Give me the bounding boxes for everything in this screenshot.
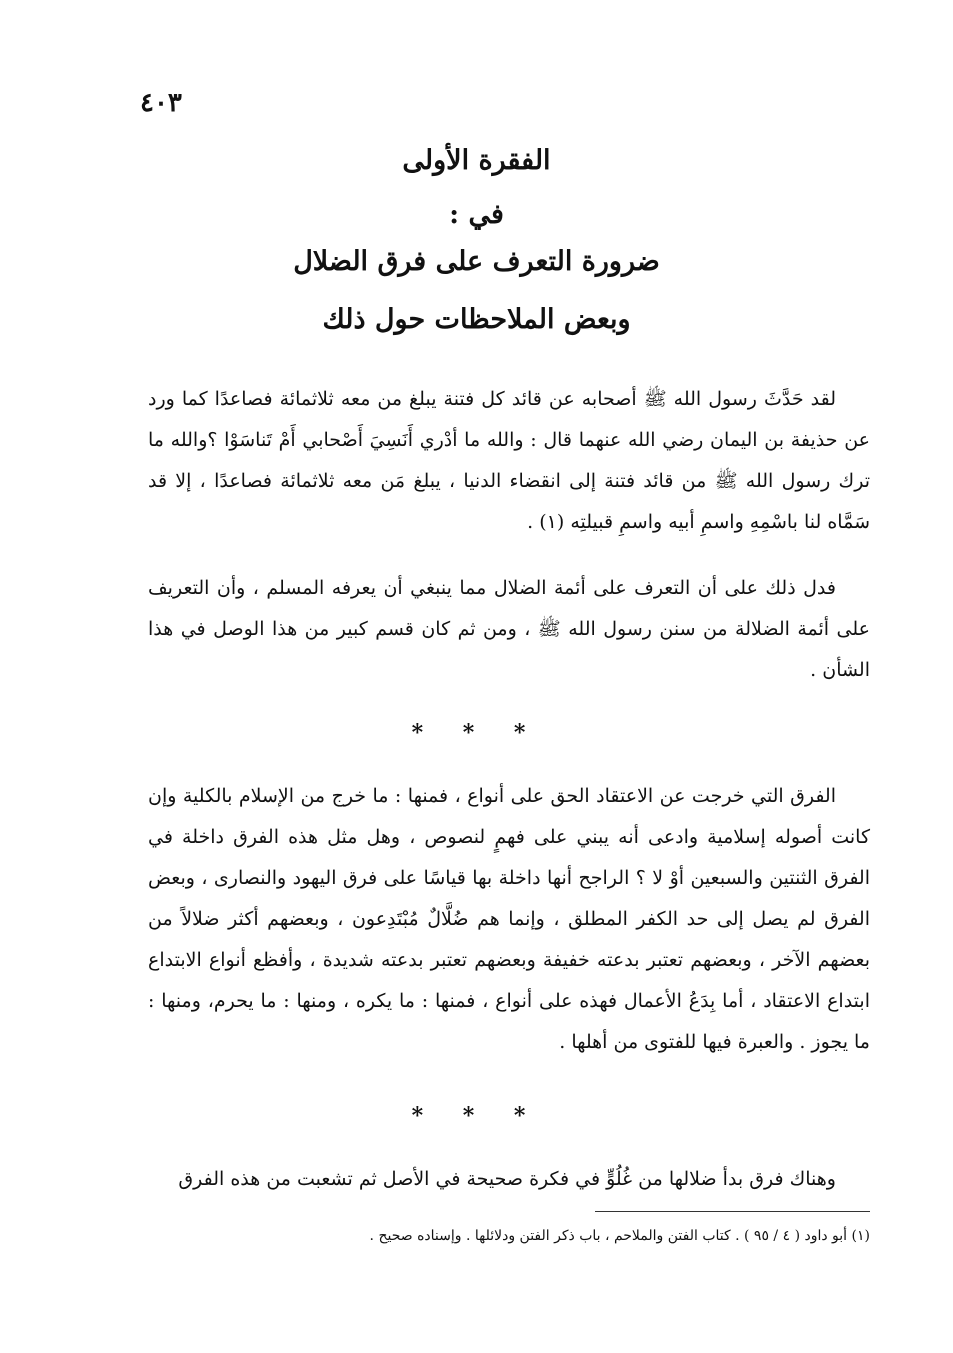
star-separator-2: * * * [411,1103,542,1129]
paragraph-3: الفرق التي خرجت عن الاعتقاد الحق على أنواع ، فمنها : ما خرج من الإسلام بالكلية وإن كانت أصوله إسلامية وادعى أنه يبني على فهمٍ لنصوص ، وهل مثل هذه الفرق داخلة في الفرق الثنتين والسبعين أوْ لا ؟ الراجح أنها داخلة بها قياسًا على فرق اليهود والنصارى ، وبعض الفرق لم يصل إلى حد الكفر المطلق ، وإنما هم ضُلَّالٌ مُبْتَدِعون ، وبعضهم أكثر ضلالاً من بعضهم الآخر ، وبعضهم تعتبر بدعته خفيفة وبعضهم تعتبر بدعته شديدة ، وأفظع أنواع الابتداع ابتداع الاعتقاد ، أما بِدَعُ الأعمال فهذه على أنواع ، فمنها : ما يكره ، ومنها : ما يحرم، ومنها : ما يجوز . والعبرة فيها للفتوى من أهلها . [148,785,870,1053]
chapter-heading [170,145,783,337]
paragraph-2: فدل ذلك على أن التعرف على أئمة الضلال مما ينبغي أن يعرفه المسلم ، وأن التعريف على أئمة الضلالة من سنن رسول الله ﷺ ، ومن ثم كان قسم كبير من هذا الوصل في هذا الشأن . [148,577,870,681]
footnote: (١) أبو داود ( ٤ / ٩٥ ) . كتاب الفتن والملاحم ، باب ذكر الفتن ودلائلها . وإسناده صحيح . [369,1228,870,1244]
paragraph-4: وهناك فرق بدأ ضلالها من غُلُوٍّ في فكرة صحيحة في الأصل ثم تشعبت من هذه الفرق [178,1168,836,1190]
heading-line-1: الفقرة الأولى [402,145,551,176]
page-number: ٤٠٣ [140,88,182,118]
heading-line-3: ضرورة التعرف على فرق الضلال [293,245,660,277]
star-separator-1: * * * [411,720,542,746]
heading-line-4: وبعض الملاحظات حول ذلك [322,304,631,336]
heading-line-2: في : [449,199,504,231]
footnote-divider [595,1211,870,1212]
paragraph-1: لقد حَدَّثَ رسول الله ﷺ أصحابه عن قائد كل فتنة يبلغ من معه ثلاثمائة فصاعدًا كما ورد عن حذيفة بن اليمان رضي الله عنهما قال : والله ما أدْري أَنَسِيَ أَصْحابي أَمْ تَناسَوْا ؟والله ما ترك رسول الله ﷺ من قائد فتنة إلى انقضاء الدنيا ، يبلغ مَن معه ثلاثمائة فصاعدًا ، إلا قد سَمَّاه لنا باسْمِهِ واسمِ أبيه واسمِ قبيلتِه (١) . [148,388,870,533]
